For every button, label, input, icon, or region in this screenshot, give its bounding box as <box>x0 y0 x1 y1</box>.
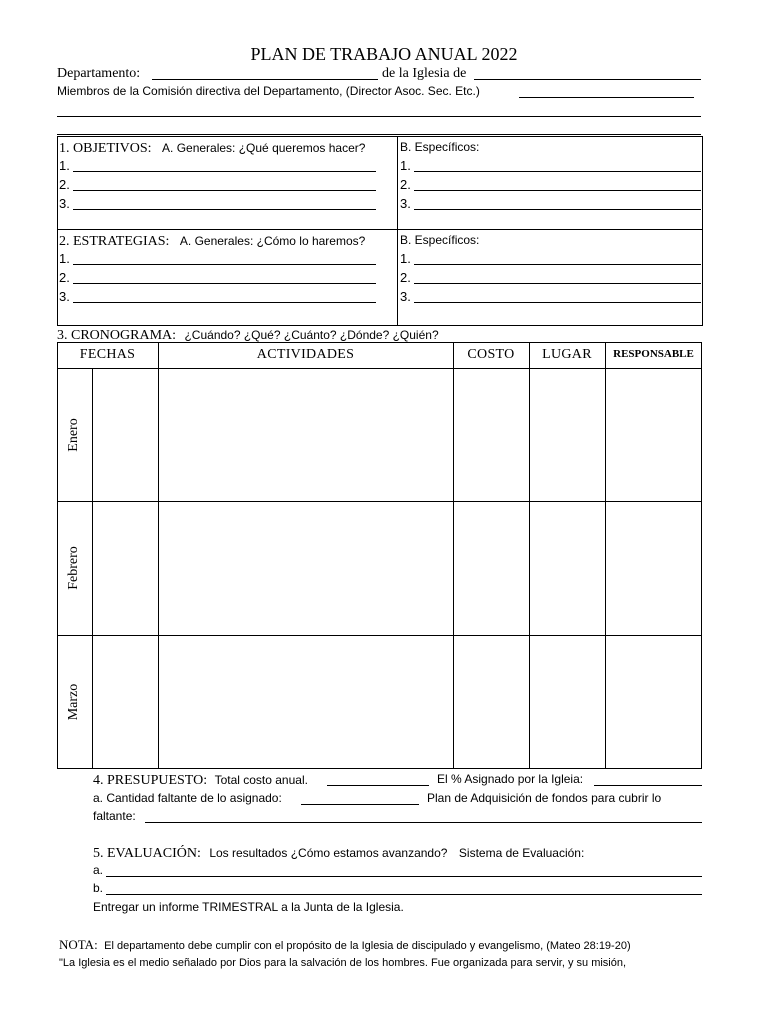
miembros-field-2[interactable] <box>57 104 701 117</box>
objetivo-especifico-1-label: 1. <box>400 158 411 173</box>
estrategias-especificos-label: B. Específicos: <box>400 233 480 247</box>
faltante2-field[interactable] <box>145 809 702 823</box>
divider <box>57 501 702 502</box>
estrategia-especifico-1-label: 1. <box>400 251 411 266</box>
estrategia-general-1-label: 1. <box>59 251 70 266</box>
presupuesto-row <box>93 771 308 789</box>
presupuesto-heading: 4. PRESUPUESTO: <box>93 773 208 788</box>
cronograma-questions: ¿Cuándo? ¿Qué? ¿Cuánto? ¿Dónde? ¿Quién? <box>184 328 439 342</box>
total-costo-label: Total costo anual. <box>214 773 308 787</box>
objetivos-heading-row <box>59 139 365 157</box>
miembros-field-3[interactable] <box>57 122 701 135</box>
month-label-enero: Enero <box>66 418 81 452</box>
faltante2-label: faltante: <box>93 809 136 823</box>
estrategia-especifico-2-field[interactable] <box>414 270 701 284</box>
month-label-marzo: Marzo <box>66 683 81 721</box>
estrategia-especifico-2-label: 2. <box>400 270 411 285</box>
column-header-lugar: LUGAR <box>542 347 592 362</box>
objetivos-heading: 1. OBJETIVOS: <box>59 141 152 156</box>
objetivo-general-2-label: 2. <box>59 177 70 192</box>
estrategias-general-label: A. Generales: ¿Cómo lo haremos? <box>179 234 366 248</box>
estrategia-general-2-field[interactable] <box>73 270 376 284</box>
objetivo-general-3-field[interactable] <box>73 196 376 210</box>
divider <box>57 635 702 636</box>
page-title: PLAN DE TRABAJO ANUAL 2022 <box>250 44 518 64</box>
estrategia-general-2-label: 2. <box>59 270 70 285</box>
nota-row <box>59 936 631 954</box>
objetivo-general-2-field[interactable] <box>73 177 376 191</box>
divider <box>397 136 398 326</box>
evaluacion-a-label: a. <box>93 863 104 877</box>
nota-quote: "La Iglesia es el medio señalado por Dios para la salvación de los hombres. Fue organizada para servir, y su misión, <box>59 957 627 969</box>
estrategia-general-1-field[interactable] <box>73 251 376 265</box>
divider <box>158 342 159 769</box>
estrategia-especifico-3-label: 3. <box>400 289 411 304</box>
estrategia-especifico-3-field[interactable] <box>414 289 701 303</box>
sistema-evaluacion-label: Sistema de Evaluación: <box>458 846 585 860</box>
objetivo-especifico-3-field[interactable] <box>414 196 701 210</box>
divider <box>605 342 606 769</box>
divider <box>57 229 703 230</box>
iglesia-field[interactable] <box>474 66 701 80</box>
evaluacion-heading: 5. EVALUACIÓN: <box>93 846 201 861</box>
miembros-field[interactable] <box>519 84 694 98</box>
asignado-label: El % Asignado por la Igleia: <box>437 772 584 786</box>
iglesia-label: de la Iglesia de <box>382 66 467 81</box>
estrategias-heading-row <box>59 232 365 250</box>
evaluacion-question: Los resultados ¿Cómo estamos avanzando? <box>209 846 448 860</box>
asignado-field[interactable] <box>594 772 702 786</box>
column-header-responsable: RESPONSABLE <box>613 348 694 360</box>
estrategia-general-3-label: 3. <box>59 289 70 304</box>
departamento-field[interactable] <box>152 66 378 80</box>
estrategias-heading: 2. ESTRATEGIAS: <box>59 234 170 249</box>
column-header-costo: COSTO <box>467 347 515 362</box>
objetivo-general-1-label: 1. <box>59 158 70 173</box>
column-header-actividades: ACTIVIDADES <box>256 347 355 362</box>
divider <box>453 342 454 769</box>
objetivos-especificos-label: B. Específicos: <box>400 140 480 154</box>
divider <box>92 368 93 769</box>
evaluacion-a-field[interactable] <box>106 863 702 877</box>
estrategia-especifico-1-field[interactable] <box>414 251 701 265</box>
evaluacion-b-label: b. <box>93 881 104 895</box>
cronograma-heading: 3. CRONOGRAMA: <box>57 328 177 343</box>
plan-adquisicion-label: Plan de Adquisición de fondos para cubrir lo <box>427 791 662 805</box>
objetivo-general-1-field[interactable] <box>73 158 376 172</box>
faltante-label: a. Cantidad faltante de lo asignado: <box>93 791 282 805</box>
miembros-label: Miembros de la Comisión directiva del Departamento, (Director Asoc. Sec. Etc.) <box>57 84 480 98</box>
objetivo-especifico-2-field[interactable] <box>414 177 701 191</box>
objetivo-general-3-label: 3. <box>59 196 70 211</box>
informe-text: Entregar un informe TRIMESTRAL a la Junta de la Iglesia. <box>93 900 404 914</box>
objetivos-general-label: A. Generales: ¿Qué queremos hacer? <box>162 141 366 155</box>
total-costo-field[interactable] <box>327 772 429 786</box>
nota-text: El departamento debe cumplir con el propósito de la Iglesia de discipulado y evangelismo, (Mateo 28:19-20) <box>104 940 631 952</box>
estrategia-general-3-field[interactable] <box>73 289 376 303</box>
objetivo-especifico-2-label: 2. <box>400 177 411 192</box>
divider <box>529 342 530 769</box>
month-label-febrero: Febrero <box>66 546 81 590</box>
faltante-field[interactable] <box>301 791 419 805</box>
nota-label: NOTA: <box>59 937 98 952</box>
evaluacion-row <box>93 844 584 862</box>
evaluacion-b-field[interactable] <box>106 881 702 895</box>
departamento-label: Departamento: <box>57 66 141 81</box>
column-header-fechas: FECHAS <box>79 347 136 362</box>
objetivo-especifico-3-label: 3. <box>400 196 411 211</box>
objetivo-especifico-1-field[interactable] <box>414 158 701 172</box>
